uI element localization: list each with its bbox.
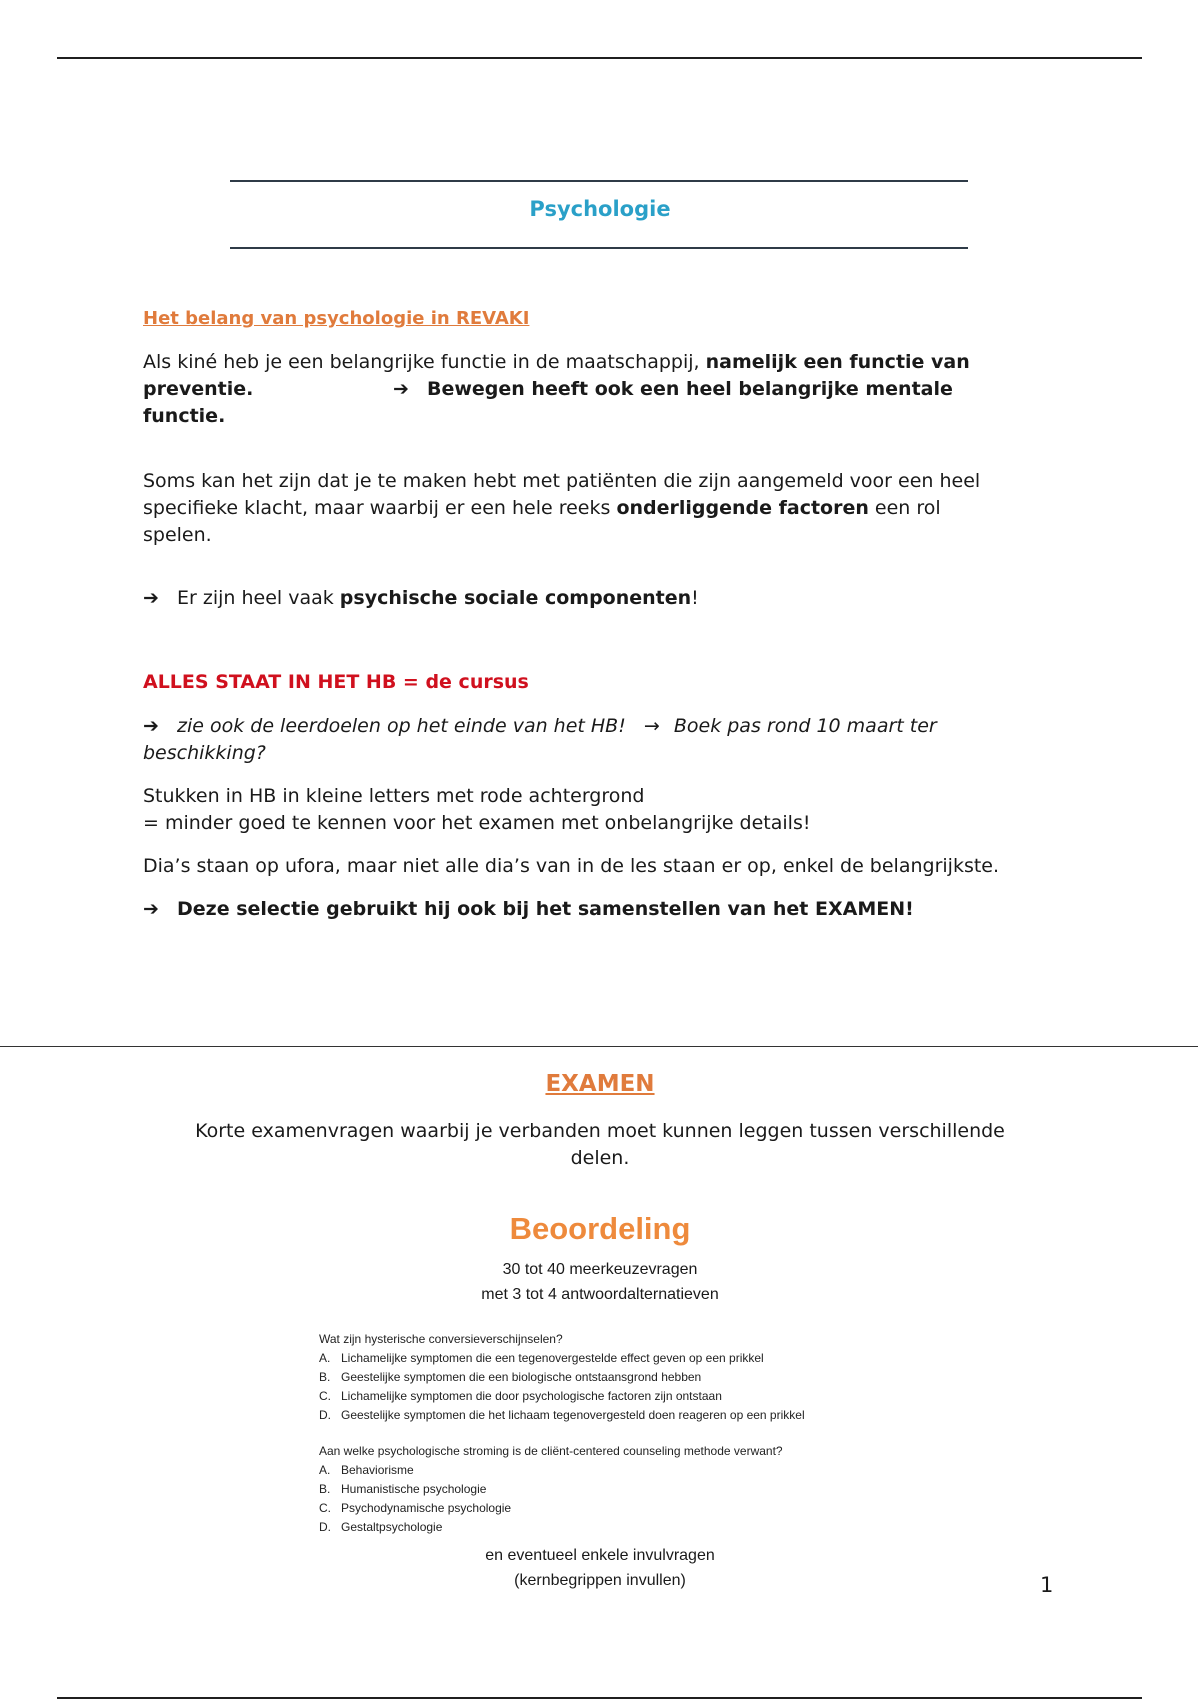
option-letter: D. [319,1520,331,1534]
section-heading-hb: ALLES STAAT IN HET HB = de cursus [143,671,529,693]
bottom-rule [57,1697,1142,1699]
option-row [319,1518,939,1537]
p1-bold: namelijk een functie van [705,351,970,373]
option-text: Geestelijke symptomen die een biologische ontstaansgrond hebben [341,1370,702,1384]
p3-line2: = minder goed te kennen voor het examen met onbelangrijke details! [143,812,811,834]
arrow-icon: ➔ [143,587,159,609]
arrow-line-bold: psychische sociale componenten [339,587,692,609]
option-letter: B. [319,1370,331,1384]
italic-line2: beschikking? [143,742,266,764]
option-row [319,1461,939,1480]
option-text: Lichamelijke symptomen die een tegenovergestelde effect geven op een prikkel [341,1351,764,1365]
option-row [319,1349,939,1368]
p2-line2-bold: onderliggende factoren [616,497,869,519]
beoordeling-sub1: 30 tot 40 meerkeuzevragen [502,1261,698,1278]
arrow-icon: → [643,715,660,737]
paragraph-functie [143,349,1073,430]
p1-arrow-text: Bewegen heeft ook een heel belangrijke mentale [427,378,953,400]
paragraph-stukken [143,783,1073,837]
p1-plain: Als kiné heb je een belangrijke functie in de maatschappij, [143,351,706,373]
option-text: Lichamelijke symptomen die door psychologische factoren zijn ontstaan [341,1389,722,1403]
title-rule-bottom [230,247,968,249]
question-text: Aan welke psychologische stroming is de cliënt-centered counseling methode verwant? [319,1444,783,1458]
p2-line2-a: specifieke klacht, maar waarbij er een hele reeks [143,497,617,519]
option-letter: B. [319,1482,331,1496]
arrow-icon: ➔ [143,715,159,737]
option-letter: D. [319,1408,331,1422]
p2-line2-b: een rol [868,497,941,519]
beoordeling-sub2: met 3 tot 4 antwoordalternatieven [481,1286,719,1303]
invulvragen-note [0,1543,1200,1593]
example-question-2 [319,1442,939,1537]
top-rule [57,57,1142,59]
option-row [319,1406,939,1425]
option-letter: C. [319,1389,331,1403]
paragraph-dias: Dia’s staan op ufora, maar niet alle dia’s van in de les staan er op, enkel de belangrijkste. [143,855,1000,877]
arrow-icon: ➔ [143,898,159,920]
foot-line1: en eventueel enkele invulvragen [485,1547,715,1564]
examen-line2: delen. [570,1147,630,1169]
option-text: Humanistische psychologie [341,1482,487,1496]
page-number: 1 [1040,1573,1054,1597]
final-bold-line [143,896,914,923]
option-row [319,1368,939,1387]
option-row [319,1480,939,1499]
paragraph-factoren [143,468,1073,549]
arrow-line-plain: Er zijn heel vaak [177,587,340,609]
option-letter: A. [319,1351,331,1365]
arrow-icon: ➔ [393,378,409,400]
p2-line1: Soms kan het zijn dat je te maken hebt met patiënten die zijn aangemeld voor een heel [143,470,981,492]
italic-line1-a: zie ook de leerdoelen op het einde van het HB! [177,715,626,737]
title-rule-top [230,180,968,182]
arrow-line-componenten [143,585,699,612]
p1-bold2: preventie. [143,378,254,400]
option-letter: A. [319,1463,331,1477]
option-text: Psychodynamische psychologie [341,1501,512,1515]
option-text: Behaviorisme [341,1463,414,1477]
page-title: Psychologie [529,197,671,221]
option-row [319,1499,939,1518]
italic-line1-b: Boek pas rond 10 maart ter [673,715,937,737]
examen-line1: Korte examenvragen waarbij je verbanden moet kunnen leggen tussen verschillende [195,1120,1005,1142]
foot-line2: (kernbegrippen invullen) [514,1572,686,1589]
beoordeling-sub [0,1257,1200,1307]
examen-heading: EXAMEN [545,1071,655,1097]
final-bold-text: Deze selectie gebruikt hij ook bij het samenstellen van het EXAMEN! [177,898,914,920]
option-letter: C. [319,1501,331,1515]
option-row [319,1387,939,1406]
italic-leerdoelen [143,713,1073,767]
p3-line1: Stukken in HB in kleine letters met rode achtergrond [143,785,645,807]
arrow-line-end: ! [691,587,699,609]
slide-separator [0,1046,1198,1047]
examen-intro [0,1118,1200,1172]
example-question-1 [319,1330,939,1425]
p2-line3: spelen. [143,524,212,546]
p1-bold3: functie. [143,405,226,427]
option-text: Geestelijke symptomen die het lichaam tegenovergesteld doen reageren op een prikkel [341,1408,805,1422]
section-heading-belang: Het belang van psychologie in REVAKI [143,308,530,329]
option-text: Gestaltpsychologie [341,1520,443,1534]
question-text: Wat zijn hysterische conversieverschijnselen? [319,1332,563,1346]
beoordeling-heading: Beoordeling [509,1211,691,1246]
